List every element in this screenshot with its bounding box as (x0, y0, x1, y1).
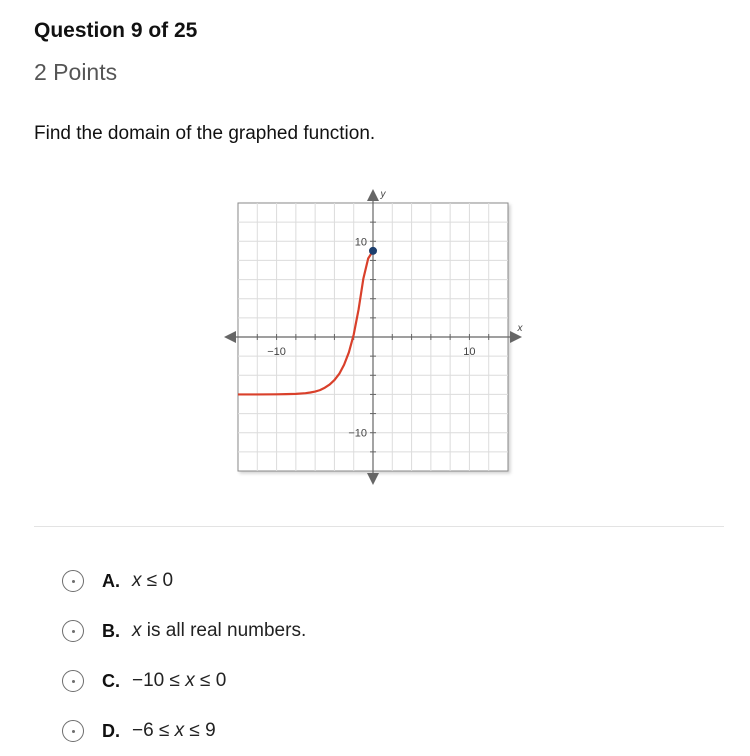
function-graph (222, 185, 532, 490)
choice-text: x is all real numbers. (132, 620, 307, 641)
choice-letter: C. (102, 670, 120, 691)
graph-svg (222, 185, 532, 490)
x-tick-label: −10 (267, 346, 286, 358)
y-tick-label: −10 (348, 427, 367, 440)
choice-b[interactable] (62, 606, 306, 656)
math-variable-x: x (132, 620, 142, 641)
question-points: 2 Points (34, 59, 118, 85)
choice-text: −10 ≤ x ≤ 0 (132, 670, 227, 691)
choice-d[interactable] (62, 706, 306, 756)
choice-letter: D. (102, 720, 120, 741)
math-variable-x: x (174, 720, 185, 741)
choice-letter: A. (102, 570, 120, 591)
radio-button-icon[interactable] (62, 570, 84, 592)
y-axis-arrow-down-icon (367, 473, 379, 485)
choice-text: x ≤ 0 (132, 570, 174, 591)
question-number: Question 9 of 25 (34, 19, 198, 42)
question-header (34, 18, 197, 86)
closed-endpoint-dot (369, 247, 377, 255)
choice-letter: B. (102, 620, 120, 641)
math-variable-x: x (132, 570, 142, 591)
choice-c[interactable] (62, 656, 306, 706)
choice-text: −6 ≤ x ≤ 9 (132, 720, 216, 741)
answer-choices (62, 556, 306, 756)
x-axis-arrow-left-icon (224, 331, 236, 343)
question-prompt: Find the domain of the graphed function. (34, 123, 376, 144)
radio-button-icon[interactable] (62, 720, 84, 742)
math-variable-x: x (185, 670, 195, 691)
choice-a[interactable] (62, 556, 306, 606)
x-tick-label: 10 (463, 346, 476, 358)
radio-button-icon[interactable] (62, 670, 84, 692)
y-tick-label: 10 (354, 236, 367, 249)
radio-button-icon[interactable] (62, 620, 84, 642)
y-axis-label: y (380, 189, 386, 200)
x-axis-label: x (517, 323, 523, 334)
y-axis-arrow-up-icon (367, 189, 379, 201)
divider (34, 526, 724, 527)
